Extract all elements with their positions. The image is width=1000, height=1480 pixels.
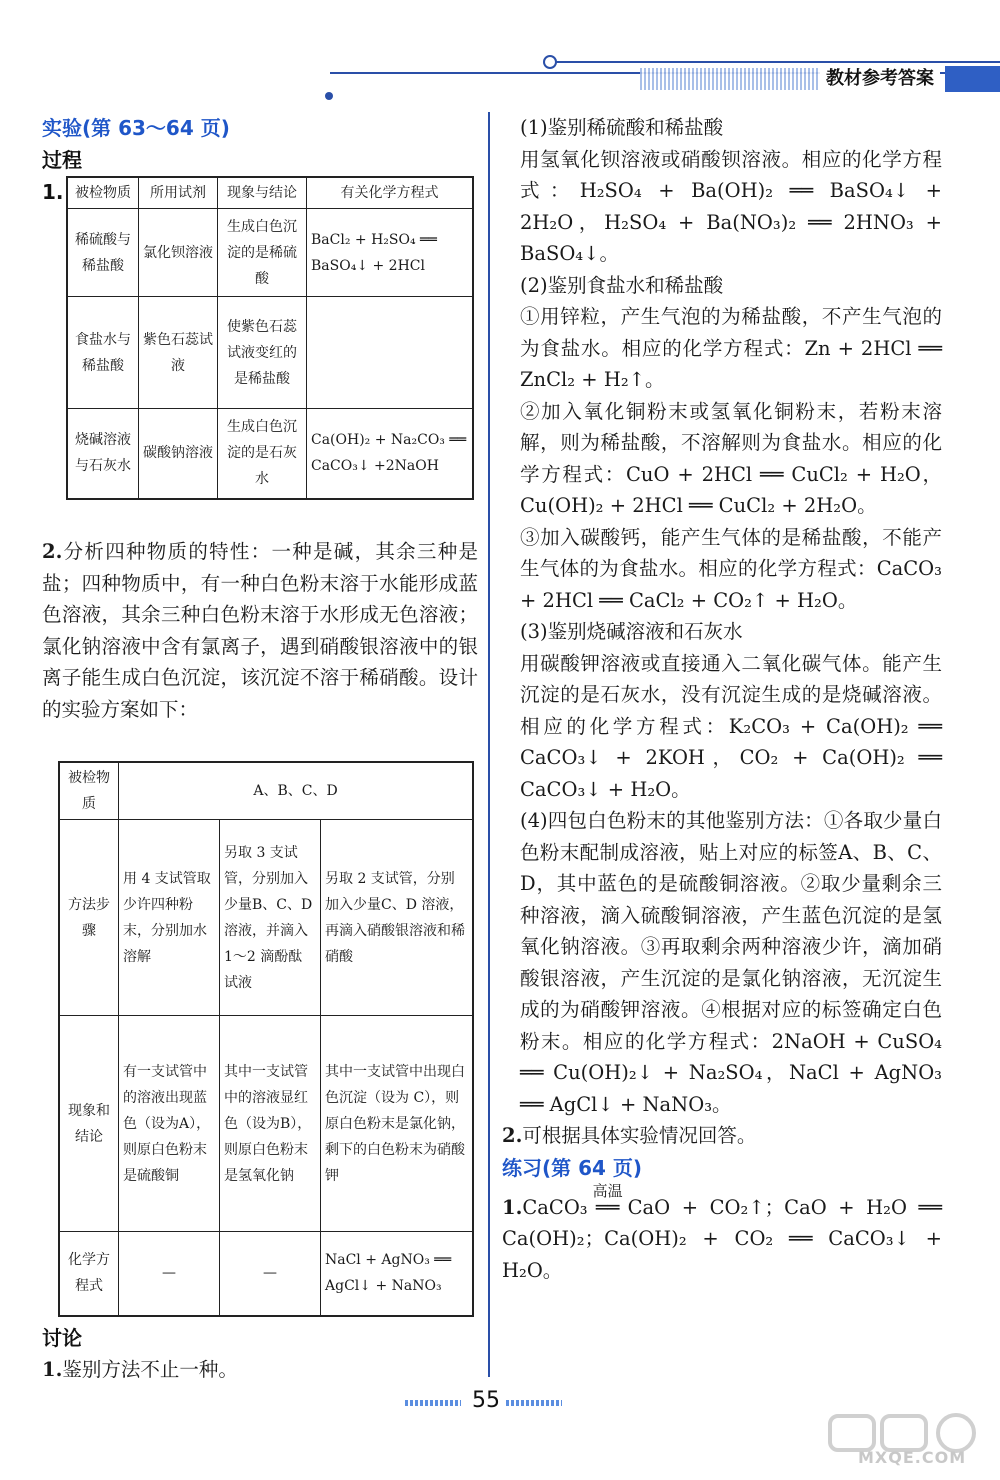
header-rule-top xyxy=(553,61,1000,63)
table-header-cell: 现象与结论 xyxy=(218,177,307,209)
discussion-heading: 讨论 xyxy=(42,1326,82,1350)
page-number: 55 xyxy=(472,1388,500,1413)
table-header-row xyxy=(67,177,473,209)
header-block xyxy=(945,66,1000,92)
table-cell: 现象和结论 xyxy=(59,1016,119,1232)
table-cell: 用 4 支试管取少许四种粉末，分别加水溶解 xyxy=(119,820,220,1016)
table-cell: 被检物质 xyxy=(59,762,119,820)
header-dot-icon xyxy=(543,55,557,69)
header-dot-icon xyxy=(325,92,333,100)
table-row xyxy=(59,1016,473,1232)
item-number: 1. xyxy=(42,1358,63,1381)
table-cell: BaCl₂ + H₂SO₄ ══ BaSO₄↓ + 2HCl xyxy=(307,209,474,297)
paragraph: 用碳酸钾溶液或直接通入二氧化碳气体。能产生沉淀的是石灰水，没有沉淀生成的是烧碱溶液。相应的化学方程式：K₂CO₃ + Ca(OH)₂ ══ CaCO₃↓ + 2KOH，CO₂ + Ca(OH)₂ ══ CaCO₃↓ + H₂O。 xyxy=(520,651,942,801)
discussion-block xyxy=(42,1322,478,1386)
table-row xyxy=(59,762,473,820)
table-cell xyxy=(307,297,474,409)
table-cell: A、B、C、D xyxy=(119,762,474,820)
paragraph: ②加入氧化铜粉末或氢氧化铜粉末，若粉末溶解，则为稀盐酸，不溶解则为食盐水。相应的化学方程式：CuO + 2HCl ══ CuCl₂ + H₂O，Cu(OH)₂ + 2HCl ══ CuCl₂ + 2H₂O。 xyxy=(520,399,942,517)
discussion-text: 鉴别方法不止一种。 xyxy=(62,1358,238,1381)
table-cell: 其中一支试管中的溶液显红色（设为B），则原白色粉末是氢氧化钠 xyxy=(220,1016,321,1232)
practice-title: 练习(第 64 页) xyxy=(502,1155,643,1180)
item-number: 1. xyxy=(42,180,64,204)
table-row xyxy=(67,297,473,409)
table-cell: 氯化钡溶液 xyxy=(139,209,218,297)
paragraph: (3)鉴别烧碱溶液和石灰水 xyxy=(520,620,743,643)
table-cell: 使紫色石蕊试液变红的是稀盐酸 xyxy=(218,297,307,409)
table-cell: 方法步骤 xyxy=(59,820,119,1016)
table-cell: 烧碱溶液与石灰水 xyxy=(67,409,139,499)
right-column xyxy=(502,112,942,1286)
table-cell: Ca(OH)₂ + Na₂CO₃ ══ CaCO₃↓ +2NaOH xyxy=(307,409,474,499)
reaction-arrow: 高温 ══ xyxy=(588,1192,628,1224)
paragraph: ①用锌粒，产生气泡的为稀盐酸，不产生气泡的为食盐水。相应的化学方程式：Zn + 2HCl ══ ZnCl₂ + H₂↑。 xyxy=(520,305,942,391)
watermark-text: MXQE.COM xyxy=(858,1448,967,1467)
table-experiment-plan xyxy=(58,761,474,1317)
item-2-text: 分析四种物质的特性：一种是碱，其余三种是盐；四种物质中，有一种白色粉末溶于水能形成蓝色溶液，其余三种白色粉末溶于水形成无色溶液；氯化钠溶液中含有氯离子，遇到硝酸银溶液中的银离子能生成白色沉淀，该沉淀不溶于稀硝酸。设计的实验方案如下： xyxy=(42,540,478,721)
footer-decoration xyxy=(405,1400,461,1406)
paragraph: 用氢氧化钡溶液或硝酸钡溶液。相应的化学方程式：H₂SO₄ + Ba(OH)₂ ══ BaSO₄↓ + 2H₂O，H₂SO₄ + Ba(NO₃)₂ ══ 2HNO₃ + BaSO₄↓。 xyxy=(520,147,942,265)
table-row xyxy=(59,820,473,1016)
header-title: 教材参考答案 xyxy=(820,64,940,94)
table-row xyxy=(67,409,473,499)
section-title: 实验(第 63～64 页) xyxy=(42,116,230,140)
paragraph: (4)四包白色粉末的其他鉴别方法：①各取少量白色粉末配制成溶液，贴上对应的标签A、B、C、D，其中蓝色的是硫酸铜溶液。②取少量剩余三种溶液，滴入硫酸铜溶液，产生蓝色沉淀的是氢氧化钠溶液。③再取剩余两种溶液少许，滴加硝酸银溶液，产生沉淀的是氯化钠溶液，无沉淀生成的为硝酸钾溶液。④根据对应的标签确定白色粉末。相应的化学方程式：2NaOH + CuSO₄ ══ Cu(OH)₂↓ + Na₂SO₄，NaCl + AgNO₃ ══ AgCl↓ + NaNO₃。 xyxy=(520,809,942,1116)
table-cell: — xyxy=(119,1232,220,1316)
table-cell: 碳酸钠溶液 xyxy=(139,409,218,499)
table-cell: 有一支试管中的溶液出现蓝色（设为A），则原白色粉末是硫酸铜 xyxy=(119,1016,220,1232)
table-cell: 另取 2 支试管，分别加入少量C、D 溶液，再滴入硝酸银溶液和稀硝酸 xyxy=(321,820,474,1016)
header-stripe xyxy=(640,68,820,90)
condition-label: 高温 xyxy=(592,1181,623,1200)
formula: CaCO₃ xyxy=(522,1195,588,1219)
formula: CaO + CO₂↑；CaO + H₂O ══ Ca(OH)₂；Ca(OH)₂ + CO₂ ══ CaCO₃↓ + H₂O。 xyxy=(502,1195,942,1282)
table-header-cell: 所用试剂 xyxy=(139,177,218,209)
column-divider xyxy=(488,112,490,1377)
table-header-cell: 有关化学方程式 xyxy=(307,177,474,209)
table-row xyxy=(67,209,473,297)
paragraph: (2)鉴别食盐水和稀盐酸 xyxy=(520,273,724,297)
item-number: 2. xyxy=(502,1124,523,1147)
paragraph: 可根据具体实验情况回答。 xyxy=(522,1124,757,1147)
process-heading: 过程 xyxy=(42,148,82,172)
table-cell: 生成白色沉淀的是石灰水 xyxy=(218,409,307,499)
footer-decoration xyxy=(506,1400,562,1406)
table-cell: 紫色石蕊试液 xyxy=(139,297,218,409)
item-2-block xyxy=(42,536,478,725)
table-cell: 生成白色沉淀的是稀硫酸 xyxy=(218,209,307,297)
table-cell: 化学方程式 xyxy=(59,1232,119,1316)
table-cell: 其中一支试管中出现白色沉淀（设为 C），则原白色粉末是氯化钠，剩下的白色粉末为硝酸钾 xyxy=(321,1016,474,1232)
table-cell: 食盐水与稀盐酸 xyxy=(67,297,139,409)
table-cell: 另取 3 支试管，分别加入少量B、C、D 溶液，并滴入1～2 滴酚酞试液 xyxy=(220,820,321,1016)
paragraph: ③加入碳酸钙，能产生气体的是稀盐酸，不能产生气体的为食盐水。相应的化学方程式：CaCO₃ + 2HCl ══ CaCl₂ + CO₂↑ + H₂O。 xyxy=(520,525,942,612)
table-cell: 稀硫酸与稀盐酸 xyxy=(67,209,139,297)
table-reagents xyxy=(66,176,474,500)
paragraph: (1)鉴别稀硫酸和稀盐酸 xyxy=(520,116,724,139)
item-number: 2. xyxy=(42,540,63,563)
table-row xyxy=(59,1232,473,1316)
table-header-cell: 被检物质 xyxy=(67,177,139,209)
item-number: 1. xyxy=(502,1195,523,1219)
table-cell: — xyxy=(220,1232,321,1316)
table-cell: NaCl + AgNO₃ ══ AgCl↓ + NaNO₃ xyxy=(321,1232,474,1316)
